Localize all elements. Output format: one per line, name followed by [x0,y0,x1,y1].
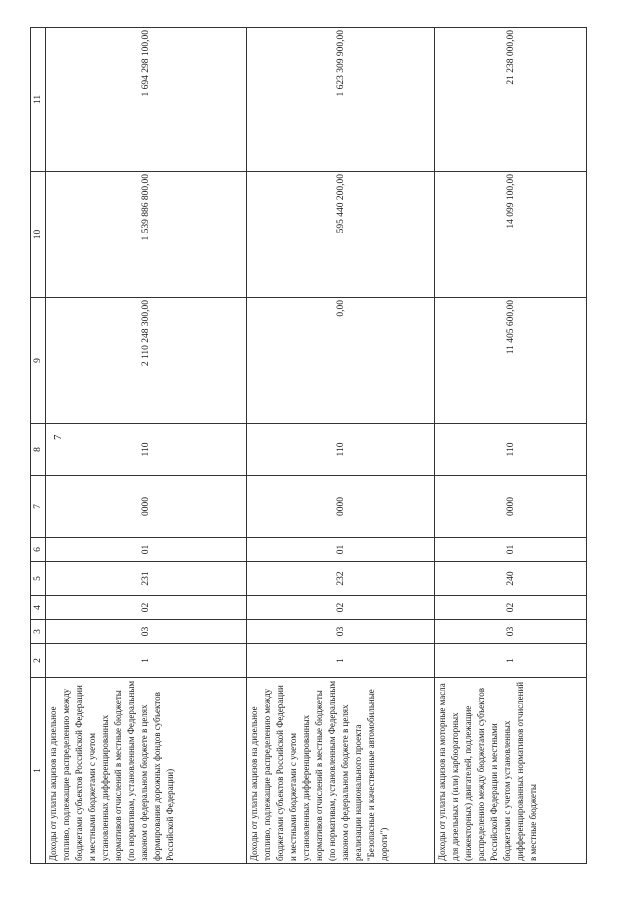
header-cell: 10 [31,172,46,298]
amount-cell: 0,00 [247,298,435,424]
rotated-table-container [30,28,585,864]
header-cell: 5 [31,562,46,596]
code-cell: 03 [247,620,435,644]
code-cell: 232 [247,562,435,596]
code-cell: 231 [46,562,247,596]
amount-cell: 1 539 886 800,00 [46,172,247,298]
header-cell: 1 [31,678,46,864]
code-cell: 01 [46,538,247,562]
header-cell: 8 [31,424,46,476]
code-cell: 02 [435,596,587,620]
code-cell: 0000 [46,476,247,538]
code-cell: 01 [247,538,435,562]
table-row [46,28,247,864]
code-cell: 1 [46,644,247,678]
amount-cell: 11 405 600,00 [435,298,587,424]
budget-revenue-table [30,27,587,864]
header-cell: 2 [31,644,46,678]
code-cell: 03 [435,620,587,644]
code-cell: 1 [247,644,435,678]
amount-cell: 2 110 248 300,00 [46,298,247,424]
amount-cell: 21 238 000,00 [435,28,587,172]
row-description: Доходы от уплаты акцизов на дизельное топливо, подлежащие распределению между бюджетами субъектов Российской Федерации и местными бюджетами с учетом установленных дифференцированных нормативов отчислений в местные бюджеты (по нормативам, установленным Федеральным законом о федеральном бюджете в целях реализации национального проекта "Безопасные и качественные автомобильные дороги") [247,678,435,864]
code-cell: 110 [46,424,247,476]
code-cell: 02 [46,596,247,620]
code-cell: 110 [435,424,587,476]
code-cell: 0000 [247,476,435,538]
code-cell: 110 [247,424,435,476]
code-cell: 01 [435,538,587,562]
header-cell: 9 [31,298,46,424]
amount-cell: 1 623 309 900,00 [247,28,435,172]
code-cell: 1 [435,644,587,678]
code-cell: 0000 [435,476,587,538]
amount-cell: 1 694 298 100,00 [46,28,247,172]
code-cell: 240 [435,562,587,596]
header-cell: 11 [31,28,46,172]
header-cell: 4 [31,596,46,620]
code-cell: 03 [46,620,247,644]
header-cell: 7 [31,476,46,538]
table-row [435,28,587,864]
amount-cell: 595 440 200,00 [247,172,435,298]
header-cell: 3 [31,620,46,644]
table-row [247,28,435,864]
header-row [31,28,46,864]
page-number: 7 [52,434,64,440]
row-description: Доходы от уплаты акцизов на моторные масла для дизельных и (или) карбюраторных (инжекторных) двигателей, подлежащие распределению между бюджетами субъектов Российской Федерации и местными бюджетами с учетом установленных дифференцированных нормативов отчислений в местные бюджеты [435,678,587,864]
amount-cell: 14 099 100,00 [435,172,587,298]
code-cell: 02 [247,596,435,620]
header-cell: 6 [31,538,46,562]
row-description: Доходы от уплаты акцизов на дизельное топливо, подлежащие распределению между бюджетами субъектов Российской Федерации и местными бюджетами с учетом установленных дифференцированных нормативов отчислений в местные бюджеты (по нормативам, установленным Федеральным законом о федеральном бюджете в целях формирования дорожных фондов субъектов Российской Федерации) [46,678,247,864]
